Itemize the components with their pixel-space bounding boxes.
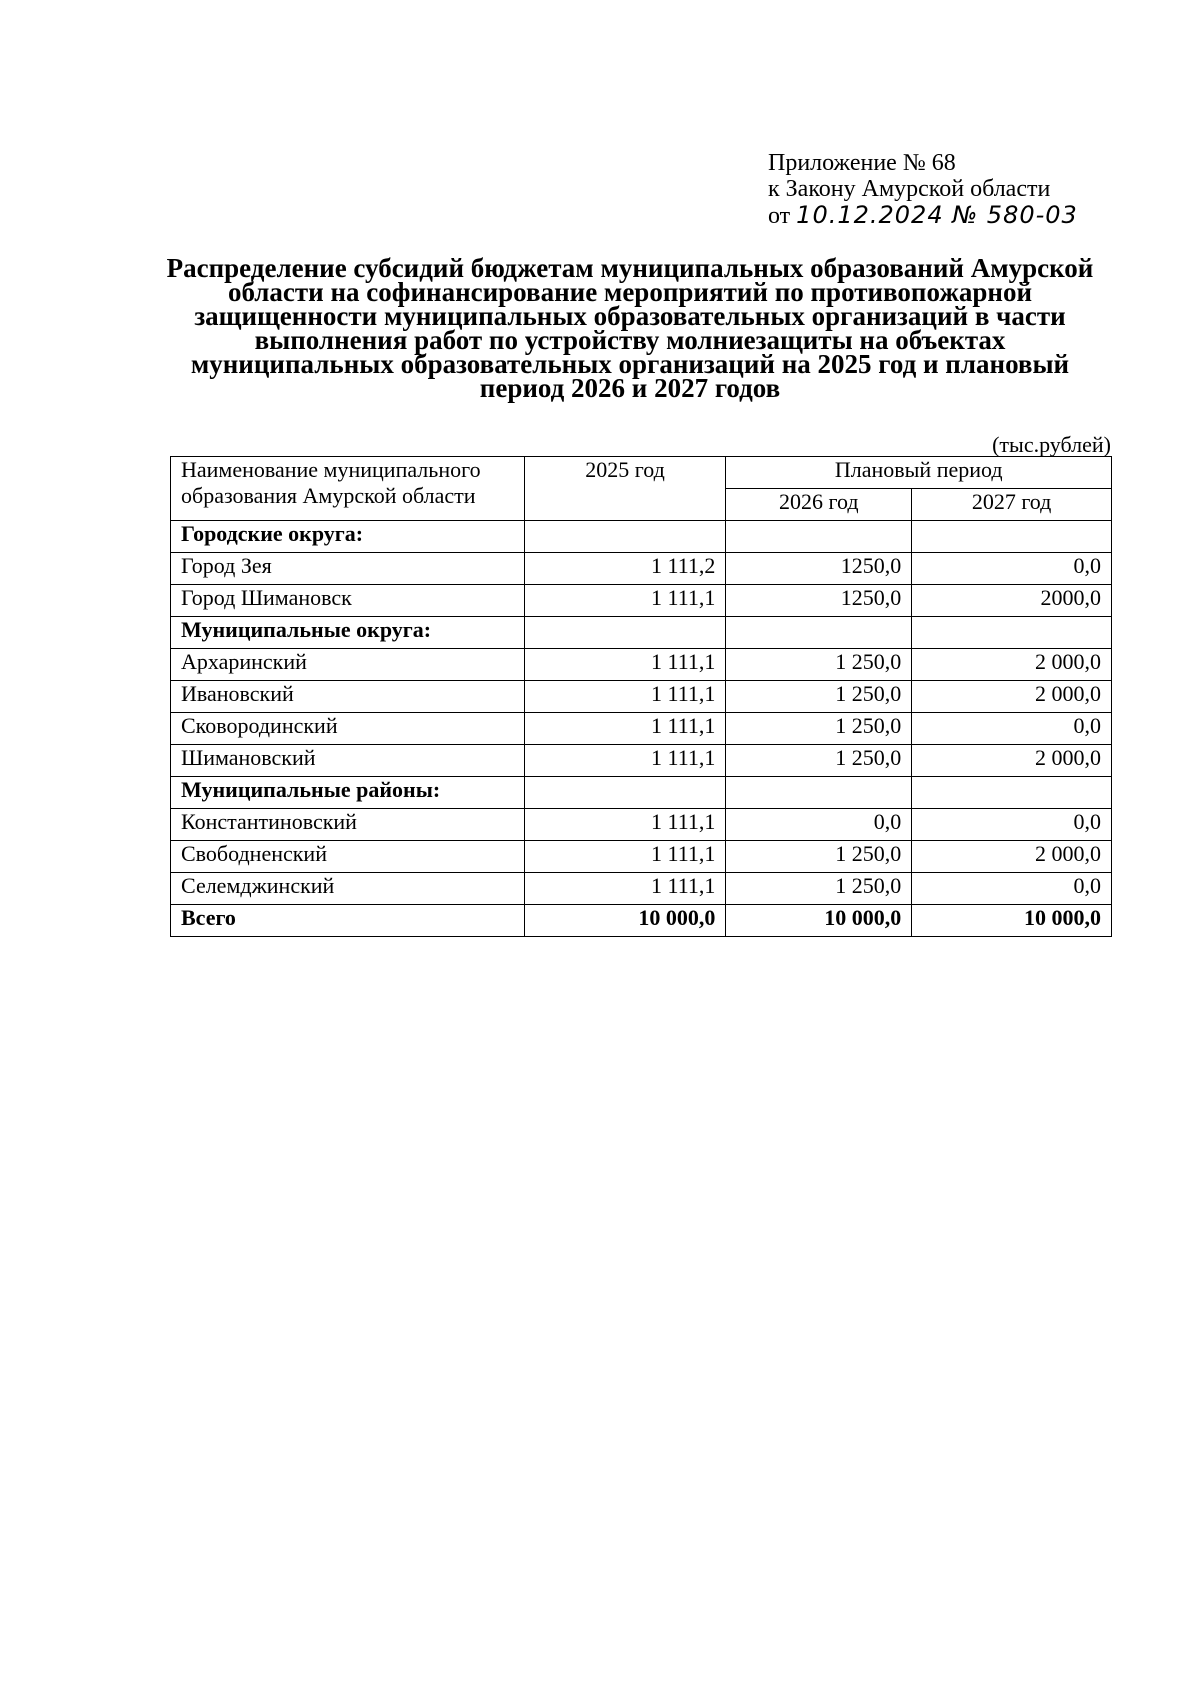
- cell-2027-value: 2 000,0: [912, 681, 1112, 713]
- document-title: Распределение субсидий бюджетам муниципальных образований Амурской области на софинансирование мероприятий по противопожарной защищенности муниципальных образовательных организаций в части выполнения работ по устройству молниезащиты на объектах муниципальных образовательных организаций на 2025 год и плановый период 2026 и 2027 годов: [166, 253, 1094, 403]
- table-row: [171, 809, 1112, 841]
- subsidies-table: [170, 456, 1112, 937]
- table-row: [171, 681, 1112, 713]
- cell-municipality-name: Сковородинский: [171, 713, 525, 745]
- table-header: [171, 457, 1112, 521]
- group-row: [171, 617, 1112, 649]
- header-2027: 2027 год: [912, 489, 1112, 521]
- table-row: [171, 649, 1112, 681]
- cell-2027-value: 0,0: [912, 873, 1112, 905]
- cell-2027-value: [912, 617, 1112, 649]
- cell-municipality-name: Городские округа:: [171, 521, 525, 553]
- cell-2025-value: 1 111,1: [524, 873, 726, 905]
- header-municipality-name: Наименование муниципального образования Амурской области: [171, 457, 525, 521]
- cell-municipality-name: Город Зея: [171, 553, 525, 585]
- appendix-law-reference: к Закону Амурской области: [768, 176, 1051, 202]
- appendix-date-prefix: от: [768, 203, 791, 229]
- cell-2027-value: [912, 777, 1112, 809]
- table-row: [171, 585, 1112, 617]
- cell-2026-value: 1 250,0: [726, 649, 912, 681]
- handwritten-date-number: 10.12.2024 № 580-03: [796, 201, 1078, 229]
- cell-2027-value: 0,0: [912, 713, 1112, 745]
- cell-2026-value: 1 250,0: [726, 745, 912, 777]
- cell-2027-value: 2 000,0: [912, 649, 1112, 681]
- cell-2026-value: 0,0: [726, 809, 912, 841]
- cell-2027-value: 2000,0: [912, 585, 1112, 617]
- cell-2026-value: 1 250,0: [726, 841, 912, 873]
- cell-2027-value: 10 000,0: [912, 905, 1112, 937]
- cell-municipality-name: Муниципальные округа:: [171, 617, 525, 649]
- cell-2026-value: [726, 777, 912, 809]
- cell-2026-value: 1 250,0: [726, 681, 912, 713]
- cell-2025-value: [524, 777, 726, 809]
- cell-2026-value: 1 250,0: [726, 713, 912, 745]
- total-row: [171, 905, 1112, 937]
- cell-municipality-name: Шимановский: [171, 745, 525, 777]
- cell-municipality-name: Муниципальные районы:: [171, 777, 525, 809]
- group-row: [171, 777, 1112, 809]
- appendix-number: Приложение № 68: [768, 150, 956, 176]
- appendix-block: [768, 150, 1078, 229]
- table-body: [171, 521, 1112, 937]
- cell-2025-value: 10 000,0: [524, 905, 726, 937]
- cell-2027-value: 0,0: [912, 553, 1112, 585]
- table-row: [171, 841, 1112, 873]
- cell-municipality-name: Константиновский: [171, 809, 525, 841]
- cell-2026-value: 10 000,0: [726, 905, 912, 937]
- cell-2027-value: 2 000,0: [912, 745, 1112, 777]
- table-row: [171, 745, 1112, 777]
- cell-2025-value: 1 111,1: [524, 809, 726, 841]
- cell-2026-value: [726, 617, 912, 649]
- units-label: (тыс.рублей): [992, 432, 1111, 457]
- cell-2027-value: [912, 521, 1112, 553]
- cell-municipality-name: Архаринский: [171, 649, 525, 681]
- cell-2025-value: [524, 617, 726, 649]
- cell-municipality-name: Свободненский: [171, 841, 525, 873]
- cell-2026-value: 1250,0: [726, 585, 912, 617]
- group-row: [171, 521, 1112, 553]
- cell-municipality-name: Ивановский: [171, 681, 525, 713]
- cell-2025-value: 1 111,1: [524, 681, 726, 713]
- cell-2025-value: 1 111,1: [524, 841, 726, 873]
- cell-2025-value: [524, 521, 726, 553]
- table-row: [171, 873, 1112, 905]
- header-2025: 2025 год: [524, 457, 726, 521]
- cell-2025-value: 1 111,1: [524, 649, 726, 681]
- cell-2027-value: 0,0: [912, 809, 1112, 841]
- cell-2026-value: 1 250,0: [726, 873, 912, 905]
- table-row: [171, 553, 1112, 585]
- cell-2025-value: 1 111,1: [524, 713, 726, 745]
- cell-2025-value: 1 111,1: [524, 585, 726, 617]
- cell-2025-value: 1 111,2: [524, 553, 726, 585]
- appendix-date-line: [768, 202, 1078, 229]
- cell-municipality-name: Всего: [171, 905, 525, 937]
- cell-2026-value: 1250,0: [726, 553, 912, 585]
- cell-2026-value: [726, 521, 912, 553]
- cell-2027-value: 2 000,0: [912, 841, 1112, 873]
- header-planned-period: Плановый период: [726, 457, 1112, 489]
- cell-municipality-name: Селемджинский: [171, 873, 525, 905]
- header-2026: 2026 год: [726, 489, 912, 521]
- table-row: [171, 713, 1112, 745]
- cell-municipality-name: Город Шимановск: [171, 585, 525, 617]
- cell-2025-value: 1 111,1: [524, 745, 726, 777]
